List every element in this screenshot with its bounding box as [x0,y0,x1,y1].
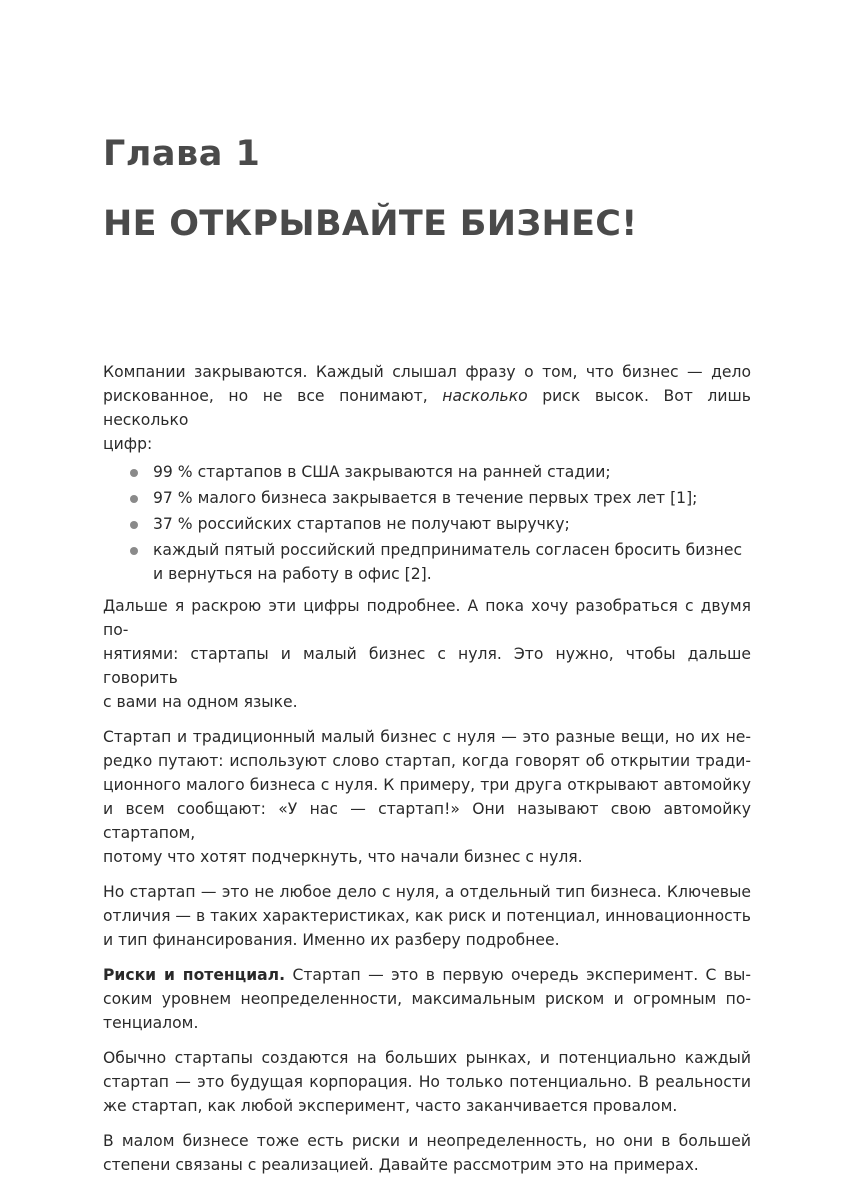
list-item [103,538,751,586]
paragraph-small-business-risks [103,1129,751,1177]
text-line: степени связаны с реализацией. Давайте рассмотрим это на примерах. [103,1156,699,1174]
text-line: и всем сообщают: «У нас — стартап!» Они называют свою автомойку стартапом, [103,800,751,842]
text-line: нятиями: стартапы и малый бизнес с нуля. Это нужно, чтобы дальше говорить [103,645,751,687]
paragraph-startup-vs-business [103,725,751,869]
text-line: стартап — это будущая корпорация. Но только потенциально. В реальности [103,1073,751,1091]
text-line: Дальше я раскрою эти цифры подробнее. А пока хочу разобраться с двумя по- [103,597,751,639]
text-line: тенциалом. [103,1014,199,1032]
text-line: рискованное, но не все понимают, насколько риск высок. Вот лишь несколько [103,387,751,429]
text-line: Но стартап — это не любое дело с нуля, а отдельный тип бизнеса. Ключевые [103,883,751,901]
text-line: Риски и потенциал. Стартап — это в первую очередь эксперимент. С вы- [103,966,751,984]
bullet-dot-icon [130,521,138,529]
text-line: В малом бизнесе тоже есть риски и неопределенность, но они в большей [103,1132,751,1150]
text-line: отличия — в таких характеристиках, как риск и потенциал, инновационность [103,907,751,925]
emphasis-text: насколько [442,387,528,405]
text-line: и вернуться на работу в офис [2]. [153,565,432,583]
paragraph-concepts [103,594,751,714]
text-line: Компании закрываются. Каждый слышал фразу о том, что бизнес — дело [103,363,751,381]
list-item [103,512,751,536]
text-line: редко путают: используют слово стартап, когда говорят об открытии тради- [103,752,751,770]
text-line: Стартап и традиционный малый бизнес с нуля — это разные вещи, но их не- [103,728,751,746]
text-line: ционного малого бизнеса с нуля. К примеру, три друга открывают автомойку [103,776,751,794]
intro-paragraph [103,360,751,456]
chapter-label: Глава 1 [103,134,261,174]
chapter-body [103,360,751,1188]
text-line: каждый пятый российский предприниматель согласен бросить бизнес [153,541,743,559]
list-item [103,486,751,510]
text-line: 37 % российских стартапов не получают выручку; [153,515,570,533]
section-lead-in: Риски и потенциал. [103,966,286,984]
text-line: 97 % малого бизнеса закрывается в течение первых трех лет [1]; [153,489,698,507]
chapter-title: НЕ ОТКРЫВАЙТЕ БИЗНЕС! [103,204,638,244]
text-line: и тип финансирования. Именно их разберу подробнее. [103,931,560,949]
text-line: 99 % стартапов в США закрываются на ранней стадии; [153,463,611,481]
paragraph-big-markets [103,1046,751,1118]
text-line: же стартап, как любой эксперимент, часто заканчивается провалом. [103,1097,678,1115]
bullet-dot-icon [130,547,138,555]
text-line: потому что хотят подчеркнуть, что начали бизнес с нуля. [103,848,583,866]
list-item [103,460,751,484]
text-line: с вами на одном языке. [103,693,298,711]
text-line: Обычно стартапы создаются на больших рынках, и потенциально каждый [103,1049,751,1067]
bullet-dot-icon [130,495,138,503]
paragraph-key-differences [103,880,751,952]
text-line: соким уровнем неопределенности, максимальным риском и огромным по- [103,990,751,1008]
bullet-dot-icon [130,469,138,477]
stats-list [103,460,751,586]
paragraph-risks-potential [103,963,751,1035]
text-line: цифр: [103,435,153,453]
